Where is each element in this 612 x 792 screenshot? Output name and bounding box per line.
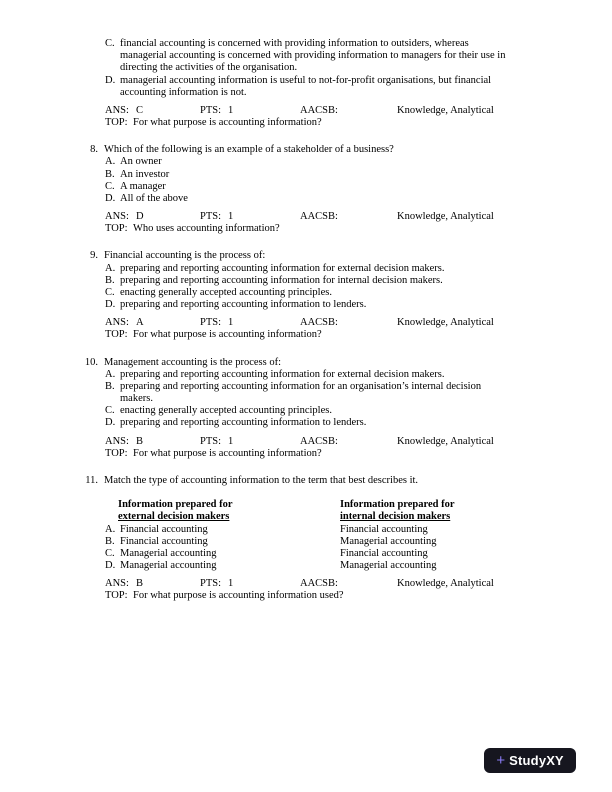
option-text: preparing and reporting accounting information to lenders. [120,417,367,429]
option-letter: C. [105,405,115,417]
option-letter: A. [105,523,116,535]
option-text: enacting generally accepted accounting principles. [120,405,332,417]
ans-label: ANS: [105,104,129,116]
question-stem: Management accounting is the process of: [104,356,281,368]
option-text: financial accounting is concerned with providing information to outsiders, whereas managerial accounting is concerned with providing information to managers for their use in directing the activities of the organisation. [120,38,506,74]
match-row [105,548,512,560]
option-text: enacting generally accepted accounting principles. [120,286,332,298]
answer-line [80,211,512,223]
ans-label: ANS: [105,317,129,329]
match-row [105,536,512,548]
option-letter: C. [105,38,115,49]
pts-label: PTS: [200,578,222,590]
pts-label: PTS: [200,317,222,329]
ans-value: B [135,435,143,447]
question-number: 9. [90,250,98,262]
top-value: Who uses accounting information? [133,223,280,235]
option-row [105,156,512,168]
option-text: preparing and reporting accounting information for external decision makers. [120,368,445,380]
ans-value: D [135,211,144,223]
option-text: preparing and reporting accounting information for internal decision makers. [120,274,443,286]
ans-label: ANS: [105,211,129,223]
option-letter: A. [105,156,116,168]
ans-value: C [135,104,143,116]
match-header-left-line1: Information prepared for [118,499,233,511]
option-letter: C. [105,547,115,559]
option-letter: D. [105,560,116,572]
match-left-cell [105,548,340,560]
match-header-right-line1: Information prepared for [340,499,455,511]
option-row [105,299,512,311]
pts-label: PTS: [200,104,222,116]
option-letter: A. [105,368,116,380]
question-stem: Which of the following is an example of a stakeholder of a business? [104,144,394,156]
option-letter: A. [105,262,116,274]
pts-segment [200,105,300,117]
question-block-8 [80,144,512,235]
question-stem: Financial accounting is the process of: [104,250,266,262]
option-letter: D. [105,299,116,311]
option-text: An investor [120,168,170,180]
top-label: TOP: [105,117,128,129]
match-left-cell [105,524,340,536]
pts-segment [200,578,300,590]
logo-text-xy: XY [546,752,564,768]
answer-line [80,105,512,117]
topic-line [80,223,512,235]
studyxy-logo [484,748,576,773]
pts-segment [200,317,300,329]
match-left-cell [105,560,340,572]
topic-line [80,448,512,460]
options-list [80,156,512,205]
option-letter: B. [105,274,115,286]
pts-value: 1 [228,317,234,329]
option-row [105,381,512,405]
option-row [105,181,512,193]
match-right-text: Managerial accounting [340,560,437,572]
aacsb-label: AACSB: [300,211,338,223]
option-row [105,275,512,287]
ans-segment [105,211,200,223]
topic-line [80,329,512,341]
plus-icon: + [496,752,506,769]
option-letter: D. [105,74,116,86]
match-left-text: Managerial accounting [120,560,217,572]
top-label: TOP: [105,590,128,602]
option-row [105,405,512,417]
ans-segment [105,436,200,448]
match-left-text: Financial accounting [120,523,208,535]
aacsb-label: AACSB: [300,104,338,116]
aacsb-label: AACSB: [300,317,338,329]
top-value: For what purpose is accounting information? [133,447,322,459]
pts-label: PTS: [200,211,222,223]
option-row [105,263,512,275]
match-right-text: Managerial accounting [340,535,437,547]
aacsb-label: AACSB: [300,578,338,590]
ans-label: ANS: [105,578,129,590]
option-letter: B. [105,535,115,547]
match-left-text: Managerial accounting [120,547,217,559]
option-row [105,417,512,429]
question-number: 8. [90,144,98,156]
top-value: For what purpose is accounting information? [133,117,322,129]
option-text: preparing and reporting accounting information for external decision makers. [120,262,445,274]
ans-value: A [135,317,144,329]
topic-line [80,117,512,129]
question-stem: Match the type of accounting information to the term that best describes it. [104,474,419,486]
pts-segment [200,211,300,223]
question-block-partial [80,38,512,129]
option-text: managerial accounting information is useful to not-for-profit organisations, but financial accounting information is not. [120,74,492,98]
match-header-row [105,499,512,523]
option-row [105,193,512,205]
match-header-right-line2: internal decision makers [340,511,451,523]
pts-value: 1 [228,578,234,590]
pts-segment [200,436,300,448]
question-number: 11. [85,474,98,486]
option-text: preparing and reporting accounting information to lenders. [120,299,367,311]
ans-segment [105,578,200,590]
top-value: For what purpose is accounting information? [133,329,322,341]
match-right-text: Financial accounting [340,547,428,559]
match-header-left [105,499,340,523]
option-text: An owner [120,156,162,168]
option-letter: B. [105,168,115,180]
aacsb-value: Knowledge, Analytical [397,578,494,590]
match-header-left-line2: external decision makers [118,511,230,523]
question-head [80,475,512,487]
top-label: TOP: [105,329,128,341]
question-head [80,357,512,369]
aacsb-label: AACSB: [300,435,338,447]
ans-segment [105,317,200,329]
match-row [105,560,512,572]
logo-text-study: Study [509,752,547,768]
top-label: TOP: [105,447,128,459]
top-label: TOP: [105,223,128,235]
match-left-text: Financial accounting [120,535,208,547]
question-head [80,250,512,262]
options-list [80,263,512,312]
question-head [80,144,512,156]
match-row [105,524,512,536]
option-letter: C. [105,286,115,298]
option-letter: B. [105,380,115,392]
option-row [105,75,512,99]
top-value: For what purpose is accounting information used? [133,590,344,602]
pts-label: PTS: [200,435,222,447]
question-block-9 [80,250,512,341]
option-text: preparing and reporting accounting information for an organisation’s internal decision makers. [120,380,482,405]
match-left-cell [105,536,340,548]
aacsb-value: Knowledge, Analytical [397,435,494,447]
options-list [80,38,512,99]
answer-line [80,317,512,329]
answer-line [80,436,512,448]
topic-line [80,590,512,602]
aacsb-value: Knowledge, Analytical [397,104,494,116]
option-row [105,287,512,299]
options-list [80,369,512,430]
pts-value: 1 [228,435,234,447]
option-letter: C. [105,180,115,192]
option-row [105,169,512,181]
match-right-text: Financial accounting [340,523,428,535]
answer-line [80,578,512,590]
pts-value: 1 [228,211,234,223]
question-block-10 [80,357,512,460]
aacsb-value: Knowledge, Analytical [397,211,494,223]
option-letter: D. [105,192,116,204]
match-table [80,499,512,572]
question-block-11 [80,475,512,603]
option-text: All of the above [120,192,188,204]
ans-label: ANS: [105,435,129,447]
aacsb-value: Knowledge, Analytical [397,317,494,329]
ans-value: B [135,578,143,590]
ans-segment [105,105,200,117]
option-letter: D. [105,417,116,429]
question-number: 10. [84,356,98,368]
pts-value: 1 [228,104,234,116]
option-text: A manager [120,180,166,192]
option-row [105,38,512,75]
option-row [105,369,512,381]
match-header-right [340,499,512,523]
